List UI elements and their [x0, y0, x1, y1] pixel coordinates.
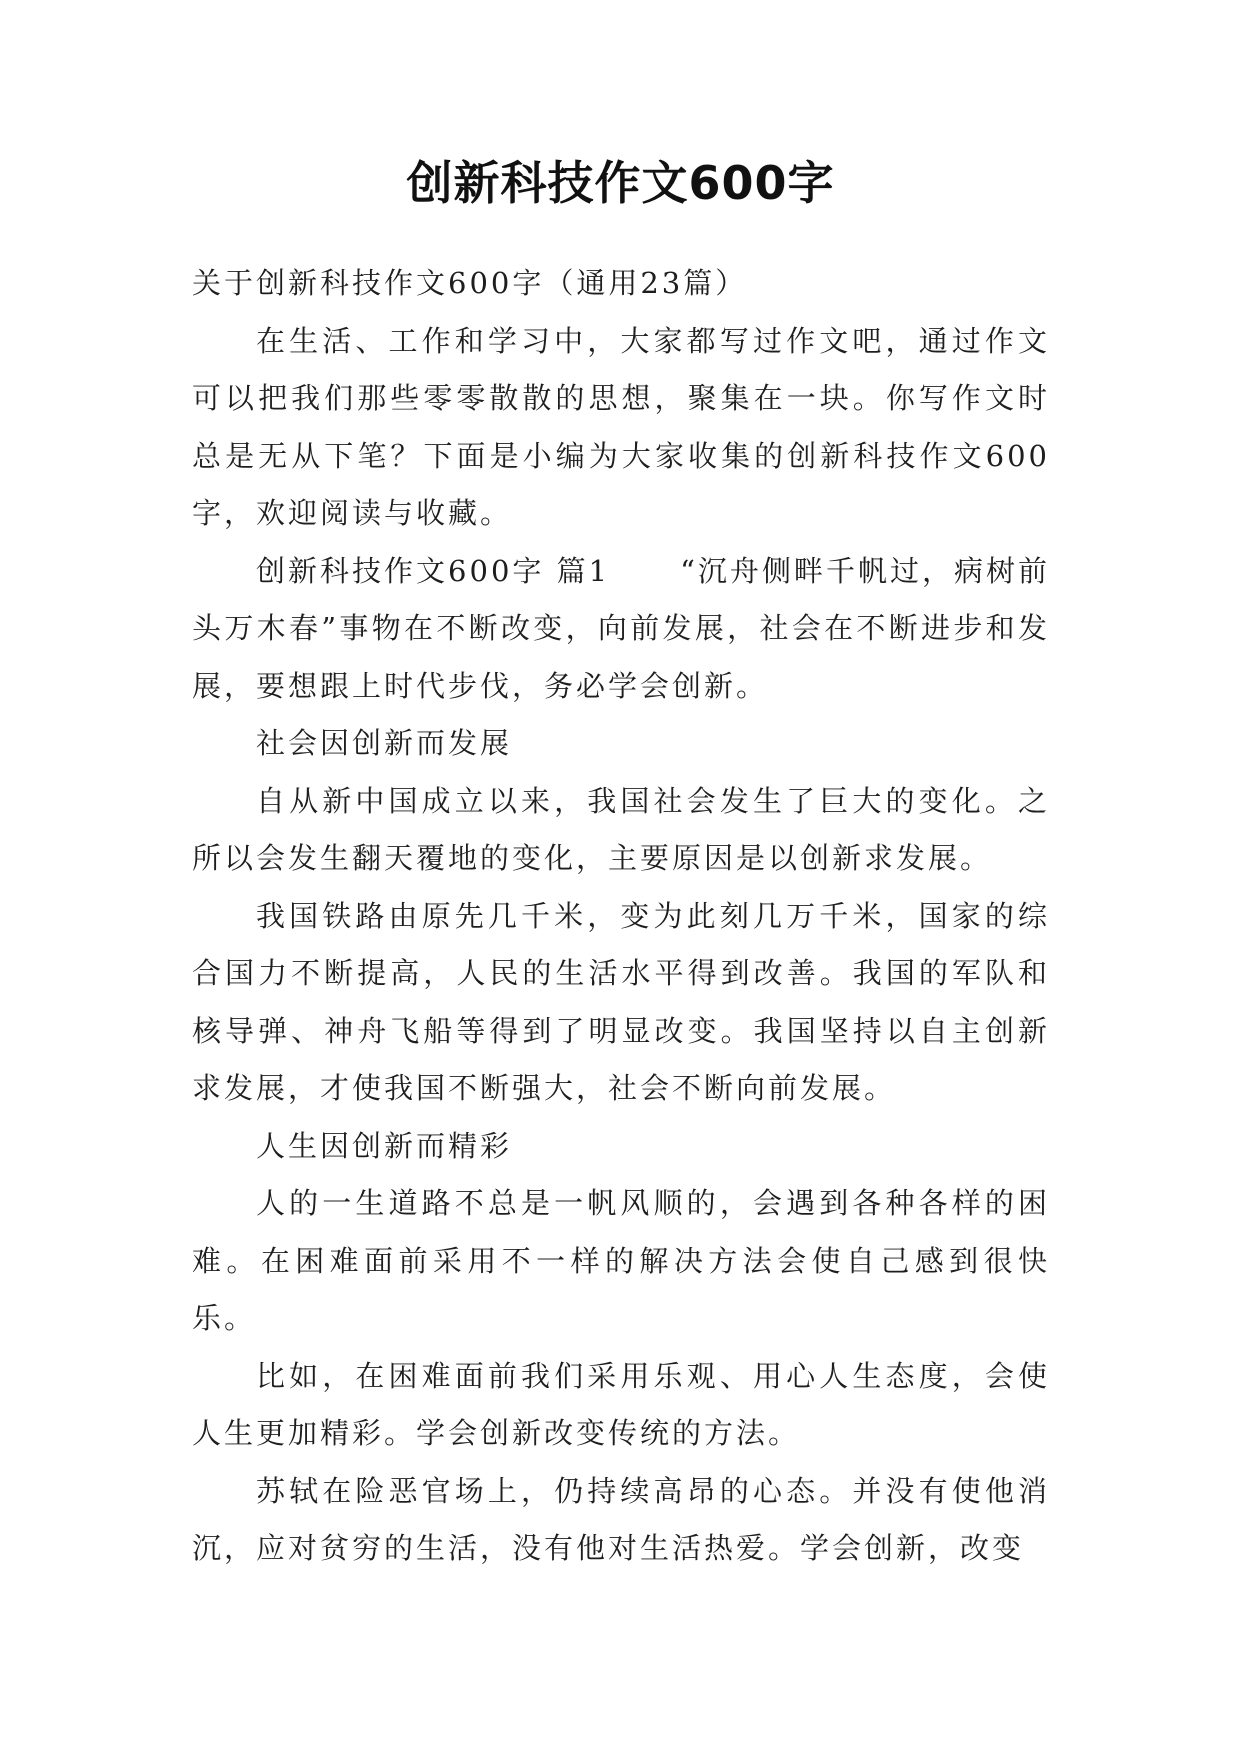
section-heading-life: 人生因创新而精彩 — [256, 1128, 513, 1163]
essay-1-heading: 创新科技作文600字 篇1 — [256, 553, 611, 588]
society-paragraph-1: 自从新中国成立以来，我国社会发生了巨大的变化。之所以会发生翻天覆地的变化，主要原因是以创新求发展。 — [192, 783, 1050, 875]
document-title: 创新科技作文600字 — [406, 156, 835, 210]
essay-1-opening-text: “沉舟侧畔千帆过，病树前头万木春”事物在不断改变，向前发展，社会在不断进步和发展，要想跟上时代步伐，务必学会创新。 — [192, 553, 1050, 703]
essay-1-paragraph — [192, 543, 1050, 716]
life-paragraph-3: 苏轼在险恶官场上，仍持续高昂的心态。并没有使他消沉，应对贫穷的生活，没有他对生活热爱。学会创新，改变 — [192, 1473, 1050, 1565]
society-paragraph-2: 我国铁路由原先几千米，变为此刻几万千米，国家的综合国力不断提高，人民的生活水平得到改善。我国的军队和核导弹、神舟飞船等得到了明显改变。我国坚持以自主创新求发展，才使我国不断强大，社会不断向前发展。 — [192, 898, 1050, 1105]
document-body — [192, 255, 1050, 1578]
life-paragraph-1: 人的一生道路不总是一帆风顺的，会遇到各种各样的困难。在困难面前采用不一样的解决方法会使自己感到很快乐。 — [192, 1186, 1050, 1335]
document-subtitle-paragraph: 关于创新科技作文600字（通用23篇） — [192, 266, 748, 300]
section-heading-society: 社会因创新而发展 — [256, 726, 513, 760]
intro-paragraph: 在生活、工作和学习中，大家都写过作文吧，通过作文可以把我们那些零零散散的思想，聚集在一块。你写作文时总是无从下笔？下面是小编为大家收集的创新科技作文600字，欢迎阅读与收藏。 — [192, 323, 1050, 530]
life-paragraph-2: 比如，在困难面前我们采用乐观、用心人生态度，会使人生更加精彩。学会创新改变传统的方法。 — [192, 1358, 1050, 1450]
